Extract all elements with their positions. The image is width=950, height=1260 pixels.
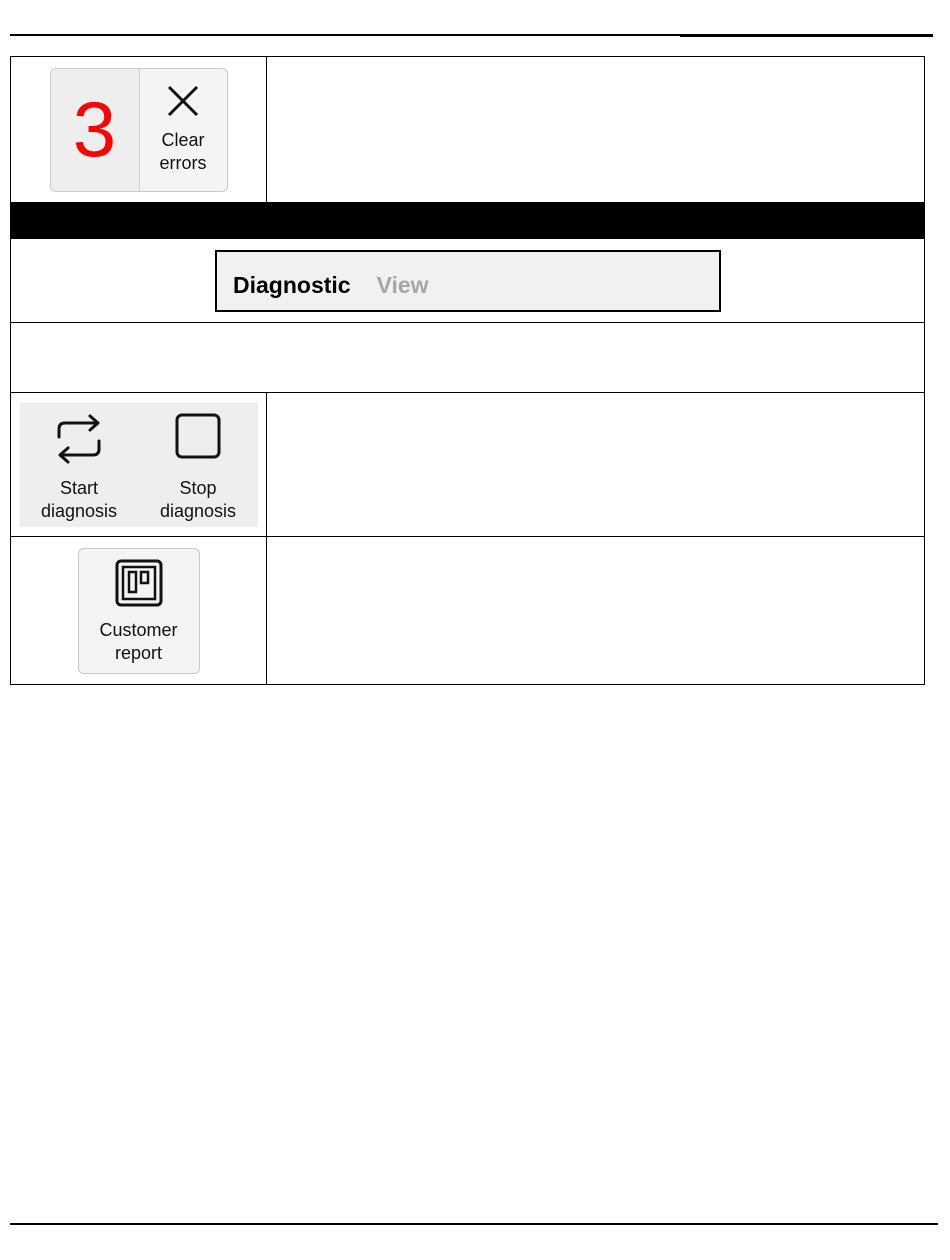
table-row-clear-errors: [11, 57, 925, 203]
table-row-diagnosis: [11, 393, 925, 537]
description-cell: [267, 537, 925, 685]
blank-cell: [11, 323, 925, 393]
stop-diagnosis-label: Stop diagnosis: [159, 477, 237, 521]
table-row-blank: [11, 323, 925, 393]
repeat-icon: [53, 411, 105, 467]
description-cell: [267, 393, 925, 537]
start-diagnosis-label: Start diagnosis: [40, 477, 118, 521]
report-icon: [113, 557, 165, 609]
clear-errors-button[interactable]: [140, 69, 227, 191]
feature-table: [10, 56, 925, 685]
section-bar: [11, 203, 925, 239]
image-cell: [11, 393, 267, 537]
footer-rule: [10, 1223, 938, 1225]
tab-bar: [215, 250, 721, 312]
stop-square-icon: [172, 411, 224, 467]
diagnosis-widget: [20, 403, 258, 527]
tab-diagnostic[interactable]: Diagnostic: [233, 272, 351, 298]
tabs-cell: [11, 239, 925, 323]
clear-errors-label: Clear errors: [159, 129, 207, 173]
table-row-section-bar: [11, 203, 925, 239]
stop-diagnosis-button[interactable]: [139, 403, 258, 527]
start-diagnosis-button[interactable]: [20, 403, 139, 527]
table-row-customer-report: [11, 537, 925, 685]
description-cell: [267, 57, 925, 203]
customer-report-label: Customer report: [99, 619, 178, 663]
error-count[interactable]: 3: [51, 69, 140, 191]
tab-view[interactable]: View: [376, 272, 429, 298]
header-rule-accent: [680, 34, 933, 37]
close-icon: [163, 81, 203, 121]
table-row-tabs: [11, 239, 925, 323]
image-cell: [11, 57, 267, 203]
clear-errors-widget: [50, 68, 228, 192]
image-cell: [11, 537, 267, 685]
customer-report-button[interactable]: [78, 548, 200, 674]
